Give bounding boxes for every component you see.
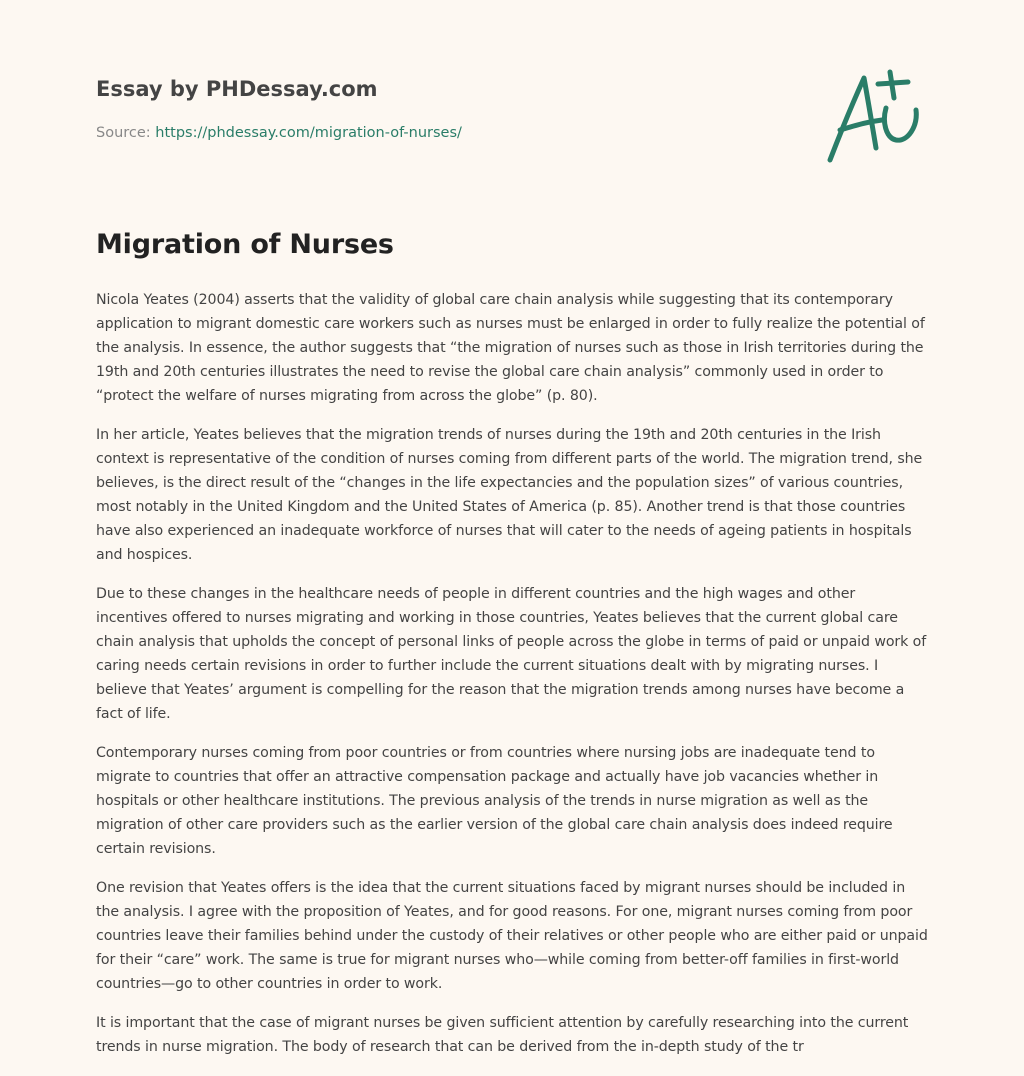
page-header xyxy=(96,72,656,144)
a-plus-grade-icon xyxy=(820,64,930,168)
essay-title: Migration of Nurses xyxy=(96,229,394,260)
essay-paragraph: Nicola Yeates (2004) asserts that the validity of global care chain analysis while suggesting that its contemporary application to migrant domestic care workers such as nurses must be enlarged in order to fully realize the potential of the analysis. In essence, the author suggests that “the migration of nurses such as those in Irish territories during the 19th and 20th centuries illustrates the need to revise the global care chain analysis” commonly used in order to “protect the welfare of nurses migrating from across the globe” (p. 80). xyxy=(96,292,925,404)
essay-paragraph: Due to these changes in the healthcare needs of people in different countries and the high wages and other incentives offered to nurses migrating and working in those countries, Yeates believes that the current global care chain analysis that upholds the concept of personal links of people across the globe in terms of paid or unpaid work of caring needs certain revisions in order to further include the current situations dealt with by migrating nurses. I believe that Yeates’ argument is compelling for the reason that the migration trends among nurses have become a fact of life. xyxy=(96,586,927,722)
essay-body xyxy=(96,224,928,1074)
site-brand: Essay by PHDessay.com xyxy=(96,77,378,101)
essay-paragraph: In her article, Yeates believes that the migration trends of nurses during the 19th and 20th centuries in the Irish context is representative of the condition of nurses coming from different parts of the world. The migration trend, she believes, is the direct result of the “changes in the life expectancies and the population sizes” of various countries, most notably in the United Kingdom and the United States of America (p. 85). Another trend is that those countries have also experienced an inadequate workforce of nurses that will cater to the needs of ageing patients in hospitals and hospices. xyxy=(96,427,923,563)
source-link[interactable]: https://phdessay.com/migration-of-nurses/ xyxy=(155,125,462,141)
essay-paragraph: One revision that Yeates offers is the idea that the current situations faced by migrant nurses should be included in the analysis. I agree with the proposition of Yeates, and for good reasons. For one, migrant nurses coming from poor countries leave their families behind under the custody of their relatives or other people who are either paid or unpaid for their “care” work. The same is true for migrant nurses who—while coming from better-off families in first-world countries—go to other countries in order to work. xyxy=(96,880,928,992)
essay-paragraph: It is important that the case of migrant nurses be given sufficient attention by carefully researching into the current trends in nurse migration. The body of research that can be derived from the in-depth study of the tr xyxy=(96,1015,909,1055)
essay-paragraph: Contemporary nurses coming from poor countries or from countries where nursing jobs are inadequate tend to migrate to countries that offer an attractive compensation package and actually have job vacancies whether in hospitals or other healthcare institutions. The previous analysis of the trends in nurse migration as well as the migration of other care providers such as the earlier version of the global care chain analysis does indeed require certain revisions. xyxy=(96,745,893,857)
source-line xyxy=(96,122,656,144)
source-label: Source: xyxy=(96,125,156,141)
